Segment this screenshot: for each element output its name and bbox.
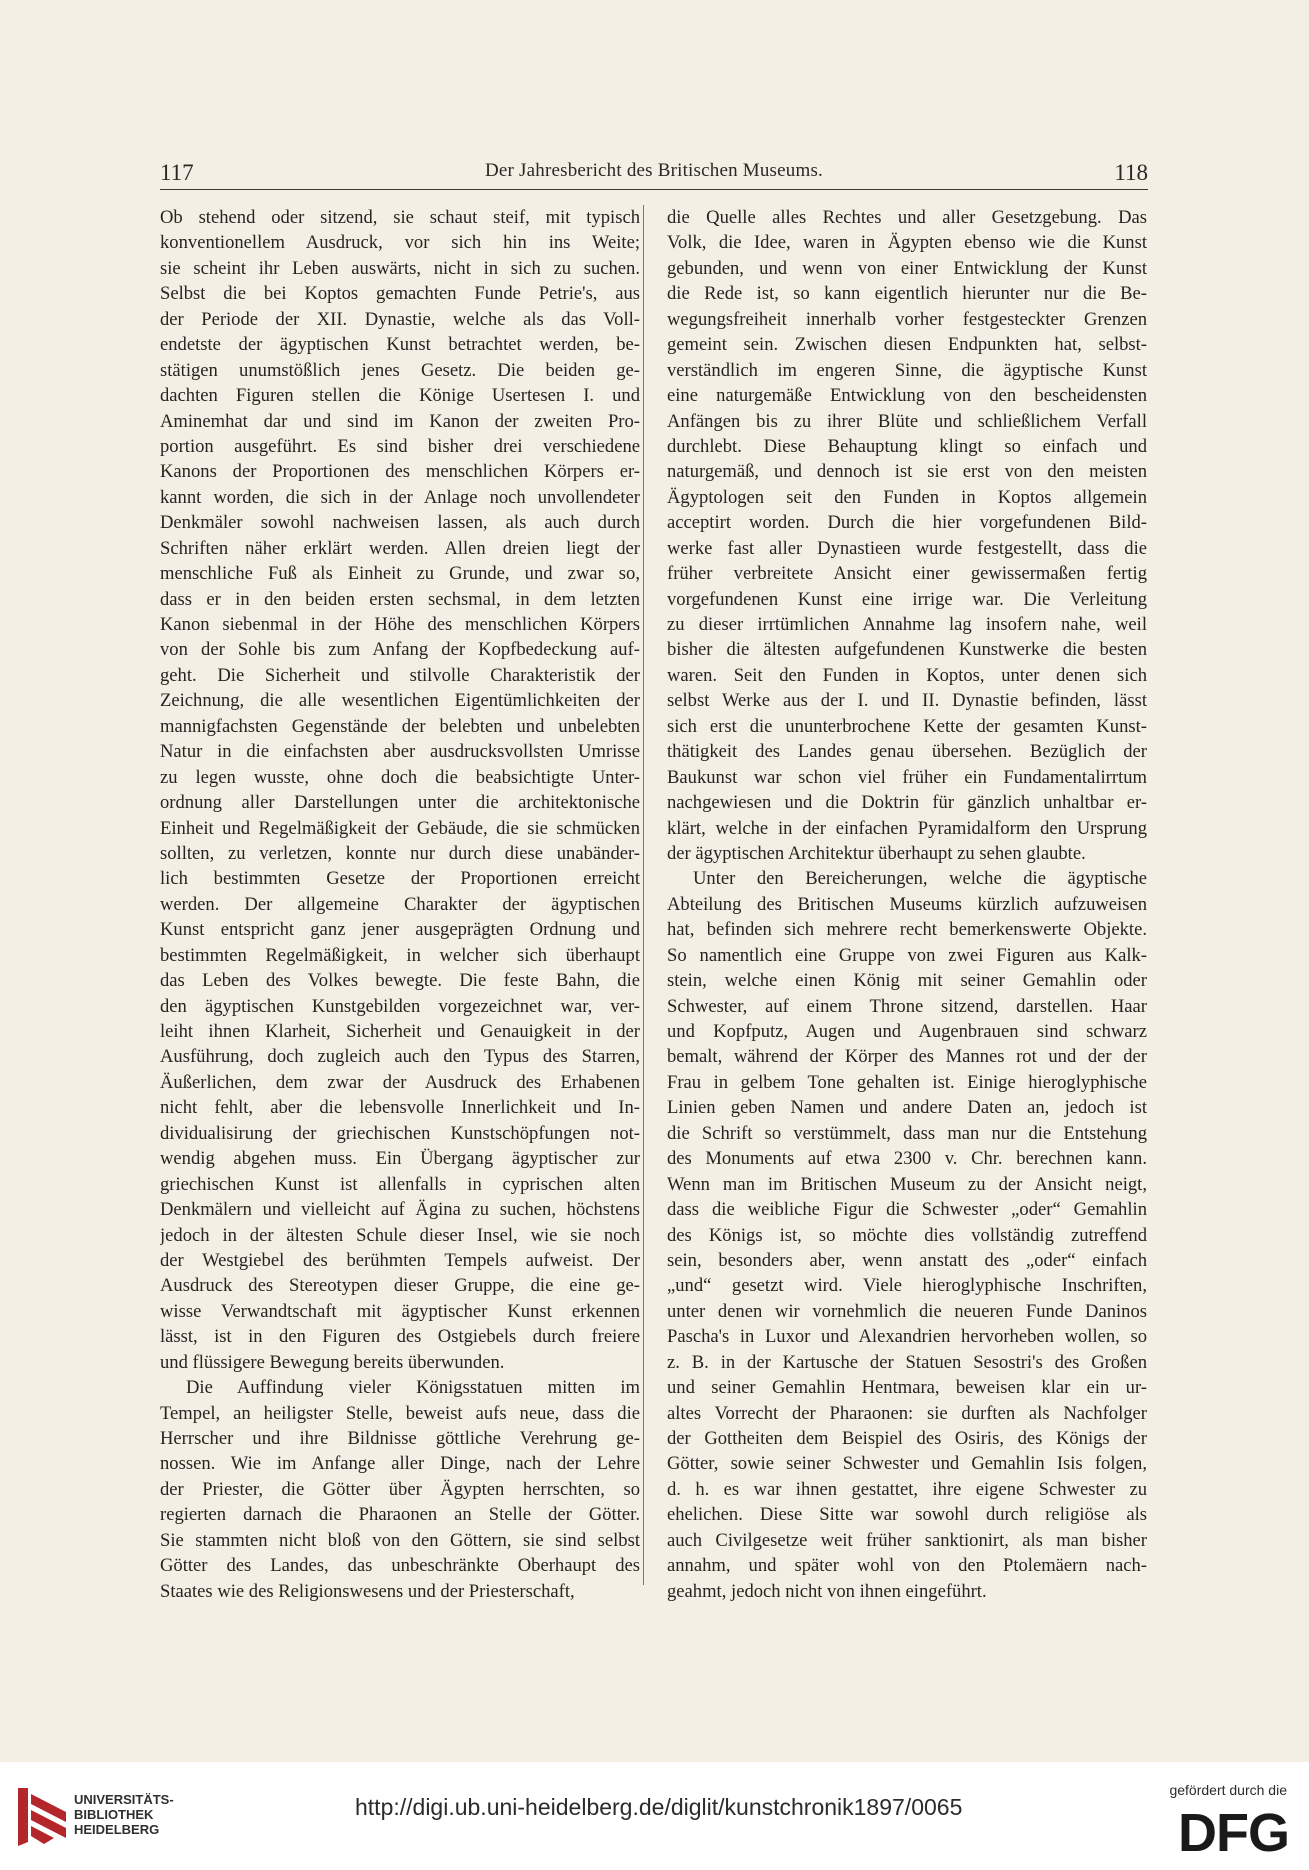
text-line: zu dieser irrtümlichen Annahme lag insofern nahe, weil xyxy=(667,614,1147,635)
text-line: unter denen wir vornehmlich die neueren Funde Daninos xyxy=(667,1300,1147,1322)
text-line: klärt, welche in der einfachen Pyramidalform den Ursprung xyxy=(667,817,1147,839)
text-line: stein, welche einen König mit seiner Gemahlin oder xyxy=(667,970,1147,992)
text-line: Schwester, auf einem Throne sitzend, darstellen. Haar xyxy=(667,995,1147,1017)
funded-by-label: gefördert durch die xyxy=(1169,1782,1287,1798)
uni-line-1: UNIVERSITÄTS- xyxy=(74,1792,174,1807)
text-line: werden. Der allgemeine Charakter der ägyptischen xyxy=(160,893,640,915)
text-line: kannt worden, die sich in der Anlage noch unvollendeter xyxy=(160,486,640,508)
text-line: Denkmäler sowohl nachweisen lassen, als auch durch xyxy=(160,512,640,534)
text-line: der ägyptischen Architektur überhaupt zu sehen glaubte. xyxy=(667,842,1086,864)
text-line: geahmt, jedoch nicht von ihnen eingeführt. xyxy=(667,1580,987,1602)
text-line: endetste der ägyptischen Kunst betrachtet werden, be- xyxy=(160,334,640,356)
text-line: Ausdruck des Stereotypen dieser Gruppe, die eine ge- xyxy=(160,1275,640,1297)
text-line: dividualisirung der griechischen Kunstschöpfungen not- xyxy=(160,1122,640,1144)
text-line: und Kopfputz, Augen und Augenbrauen sind schwarz xyxy=(667,1021,1147,1042)
text-line: Tempel, an heiligster Stelle, beweist aufs neue, dass die xyxy=(160,1402,640,1424)
text-line: sich erst die ununterbrochene Kette der gesamten Kunst- xyxy=(667,715,1147,737)
text-line: leiht ihnen Klarheit, Sicherheit und Genauigkeit in der xyxy=(160,1021,640,1042)
text-line: werke fast aller Dynastieen wurde festgestellt, dass die xyxy=(667,537,1147,559)
text-line: früher verbreitete Ansicht einer gewissermaßen fertig xyxy=(667,563,1147,585)
text-line: Götter, sowie seiner Schwester und Gemahlin Isis folgen, xyxy=(667,1453,1147,1475)
text-line: Schriften näher erklärt werden. Allen dreien liegt der xyxy=(160,537,640,559)
text-line: regierten darnach die Pharaonen an Stelle der Götter. xyxy=(160,1504,640,1526)
text-line: Ausführung, doch zugleich auch den Typus des Starren, xyxy=(160,1046,640,1068)
text-line: Anfängen bis zu ihrer Blüte und schließlichem Verfall xyxy=(667,410,1147,432)
text-line: dachten Figuren stellen die Könige Usertesen I. und xyxy=(160,385,640,407)
text-line: griechischen Kunst ist allenfalls in cyprischen alten xyxy=(160,1173,640,1195)
text-line: „und“ gesetzt wird. Viele hieroglyphische Inschriften, xyxy=(667,1275,1147,1297)
text-line: Baukunst war schon viel früher ein Fundamentalirrtum xyxy=(667,766,1147,788)
text-line: jedoch in der ältesten Schule dieser Insel, wie sie noch xyxy=(160,1224,640,1246)
header-rule xyxy=(160,189,1148,190)
column-divider xyxy=(643,205,644,1585)
text-line: thätigkeit des Landes genau übersehen. Bezüglich der xyxy=(667,741,1147,763)
text-line: menschliche Fuß als Einheit zu Grunde, und zwar so, xyxy=(160,563,640,585)
text-line: Natur in die einfachsten aber ausdrucksvollsten Umrisse xyxy=(160,741,640,763)
page-number-left: 117 xyxy=(160,160,194,185)
left-column xyxy=(160,205,640,1604)
text-line: auch Civilgesetze weit früher sanktionirt, als man bisher xyxy=(667,1529,1147,1551)
text-line: Unter den Bereicherungen, welche die ägyptische xyxy=(693,868,1147,890)
uni-line-2: BIBLIOTHEK xyxy=(74,1807,154,1822)
text-line: Die Auffindung vieler Königsstatuen mitten im xyxy=(186,1377,640,1399)
text-line: acceptirt worden. Durch die hier vorgefundenen Bild- xyxy=(667,512,1147,534)
text-line: die Rede ist, so kann eigentlich hierunter nur die Be- xyxy=(667,283,1147,305)
text-line: des Monuments auf etwa 2300 v. Chr. berechnen kann. xyxy=(667,1148,1147,1170)
text-line: Pascha's in Luxor und Alexandrien hervorheben wollen, so xyxy=(667,1326,1147,1348)
page-number-right: 118 xyxy=(1114,160,1148,185)
text-line: Frau in gelbem Tone gehalten ist. Einige hieroglyphische xyxy=(667,1071,1147,1093)
text-line: z. B. in der Kartusche der Statuen Sesostri's des Großen xyxy=(667,1351,1147,1373)
text-line: nossen. Wie im Anfange aller Dinge, nach der Lehre xyxy=(160,1453,640,1475)
text-line: nachgewiesen und die Doktrin für gänzlich unhaltbar er- xyxy=(667,792,1147,814)
text-line: Äußerlichen, dem zwar der Ausdruck des Erhabenen xyxy=(160,1071,640,1093)
text-line: wegungsfreiheit innerhalb vorher festgesteckter Grenzen xyxy=(667,308,1147,330)
text-line: selbst Werke aus der I. und II. Dynastie befinden, lässt xyxy=(667,690,1147,712)
text-line: konventionellem Ausdruck, vor sich hin ins Weite; xyxy=(160,232,640,254)
text-line: durchlebt. Diese Behauptung klingt so einfach und xyxy=(667,435,1147,457)
dfg-logo: DFG xyxy=(1178,1803,1289,1863)
text-line: lich bestimmten Gesetze der Proportionen erreicht xyxy=(160,868,640,890)
text-line: altes Vorrecht der Pharaonen: sie durften als Nachfolger xyxy=(667,1402,1147,1424)
text-line: Denkmälern und vielleicht auf Ägina zu suchen, höchstens xyxy=(160,1199,640,1221)
university-library-logo-icon xyxy=(14,1784,70,1850)
text-line: bisher die ältesten aufgefundenen Kunstwerke die besten xyxy=(667,639,1147,661)
text-line: von der Sohle bis zum Anfang der Kopfbedeckung auf- xyxy=(160,639,640,661)
text-line: stätigen unumstößlich jenes Gesetz. Die beiden ge- xyxy=(160,359,640,381)
text-line: mannigfachsten Gegenstände der belebten und unbelebten xyxy=(160,715,640,737)
text-line: hat, befinden sich mehrere recht bemerkenswerte Objekte. xyxy=(667,919,1147,941)
text-line: Staates wie des Religionswesens und der Priesterschaft, xyxy=(160,1580,575,1602)
text-line: zu legen wusste, ohne doch die beabsichtigte Unter- xyxy=(160,766,640,788)
text-line: Kanons der Proportionen des menschlichen Körpers er- xyxy=(160,461,640,483)
text-line: der Priester, die Götter über Ägypten herrschten, so xyxy=(160,1478,640,1500)
text-line: Wenn man im Britischen Museum zu der Ansicht neigt, xyxy=(667,1173,1147,1195)
footer-bar xyxy=(0,1762,1309,1870)
text-line: naturgemäß, und dennoch ist sie erst von den meisten xyxy=(667,461,1147,483)
text-line: des Königs ist, so möchte dies vollständig zutreffend xyxy=(667,1224,1147,1246)
text-line: nicht fehlt, aber die lebensvolle Innerlichkeit und In- xyxy=(160,1097,640,1119)
text-line: gebunden, und wenn von einer Entwicklung der Kunst xyxy=(667,257,1147,279)
text-line: dass die weibliche Figur die Schwester „oder“ Gemahlin xyxy=(667,1199,1147,1221)
text-line: eine naturgemäße Entwicklung von den bescheidensten xyxy=(667,385,1147,407)
text-line: der Gottheiten dem Beispiel des Osiris, des Königs der xyxy=(667,1428,1147,1449)
text-line: Zeichnung, die alle wesentlichen Eigentümlichkeiten der xyxy=(160,690,640,712)
text-line: Ägyptologen seit den Funden in Koptos allgemein xyxy=(667,486,1147,508)
text-line: wisse Verwandtschaft mit ägyptischer Kunst erkennen xyxy=(160,1300,640,1322)
running-title: Der Jahresbericht des Britischen Museums. xyxy=(485,160,823,181)
text-line: dass er in den beiden ersten sechsmal, in dem letzten xyxy=(160,588,640,610)
text-line: waren. Seit den Funden in Koptos, unter denen sich xyxy=(667,664,1147,686)
text-line: Selbst die bei Koptos gemachten Funde Petrie's, aus xyxy=(160,283,640,305)
text-line: das Leben des Volkes bewegte. Die feste Bahn, die xyxy=(160,970,640,992)
text-line: Einheit und Regelmäßigkeit der Gebäude, die sie schmücken xyxy=(160,817,640,839)
text-line: vorgefundenen Kunst eine irrige war. Die Verleitung xyxy=(667,588,1147,610)
text-line: sollten, zu verletzen, konnte nur durch diese unabänder- xyxy=(160,842,640,864)
text-line: der Periode der XII. Dynastie, welche als das Voll- xyxy=(160,308,640,330)
text-line: den ägyptischen Kunstgebilden vorgezeichnet war, ver- xyxy=(160,995,640,1017)
source-url-link[interactable]: http://digi.ub.uni-heidelberg.de/diglit/kunstchronik1897/0065 xyxy=(355,1794,963,1820)
text-line: gemeint sein. Zwischen diesen Endpunkten hat, selbst- xyxy=(667,334,1147,356)
text-line: Herrscher und ihre Bildnisse göttliche Verehrung ge- xyxy=(160,1428,640,1449)
text-line: wendig abgehen muss. Ein Übergang ägyptischer zur xyxy=(160,1148,640,1170)
text-line: geht. Die Sicherheit und stilvolle Charakteristik der xyxy=(160,664,640,686)
text-line: Volk, die Idee, waren in Ägypten ebenso wie die Kunst xyxy=(667,232,1147,254)
text-line: d. h. es war ihnen gestattet, ihre eigene Schwester zu xyxy=(667,1478,1147,1500)
text-line: Aminemhat dar und sind im Kanon der zweiten Pro- xyxy=(160,410,640,432)
text-line: die Schrift so verstümmelt, dass man nur die Entstehung xyxy=(667,1122,1147,1144)
text-line: Ob stehend oder sitzend, sie schaut steif, mit typisch xyxy=(160,207,640,228)
text-line: Sie stammten nicht bloß von den Göttern, sie sind selbst xyxy=(160,1529,640,1551)
text-line: lässt, ist in den Figuren des Ostgiebels durch freiere xyxy=(160,1326,640,1348)
text-line: bemalt, während der Körper des Mannes rot und der der xyxy=(667,1046,1147,1068)
text-line: sie scheint ihr Leben auswärts, nicht in sich zu suchen. xyxy=(160,257,640,279)
text-line: ehelichen. Diese Sitte war sowohl durch religiöse als xyxy=(667,1504,1147,1526)
university-library-name xyxy=(74,1792,174,1837)
text-line: und flüssigere Bewegung bereits überwunden. xyxy=(160,1351,505,1373)
text-line: sein, besonders aber, wenn anstatt des „oder“ einfach xyxy=(667,1249,1147,1271)
text-line: und seiner Gemahlin Hentmara, beweisen klar ein ur- xyxy=(667,1377,1147,1399)
text-line: bestimmten Regelmäßigkeit, in welcher sich überhaupt xyxy=(160,944,640,966)
right-column xyxy=(667,205,1147,1604)
text-line: Kanon siebenmal in der Höhe des menschlichen Körpers xyxy=(160,614,640,635)
text-line: Kunst entspricht ganz jener ausgeprägten Ordnung und xyxy=(160,919,640,941)
text-line: verständlich im engeren Sinne, die ägyptische Kunst xyxy=(667,359,1147,381)
text-line: ordnung aller Darstellungen unter die architektonische xyxy=(160,792,640,814)
text-line: annahm, und später wohl von den Ptolemäern nach- xyxy=(667,1555,1147,1577)
text-line: So namentlich eine Gruppe von zwei Figuren aus Kalk- xyxy=(667,944,1147,966)
uni-line-3: HEIDELBERG xyxy=(74,1822,160,1837)
text-line: Götter des Landes, das unbeschränkte Oberhaupt des xyxy=(160,1555,640,1577)
text-line: portion ausgeführt. Es sind bisher drei verschiedene xyxy=(160,435,640,457)
text-line: die Quelle alles Rechtes und aller Gesetzgebung. Das xyxy=(667,207,1147,228)
page-header xyxy=(160,156,1148,188)
text-line: der Westgiebel des berühmten Tempels aufweist. Der xyxy=(160,1249,640,1271)
text-line: Linien geben Namen und andere Daten an, jedoch ist xyxy=(667,1097,1147,1119)
text-line: Abteilung des Britischen Museums kürzlich aufzuweisen xyxy=(667,893,1147,915)
